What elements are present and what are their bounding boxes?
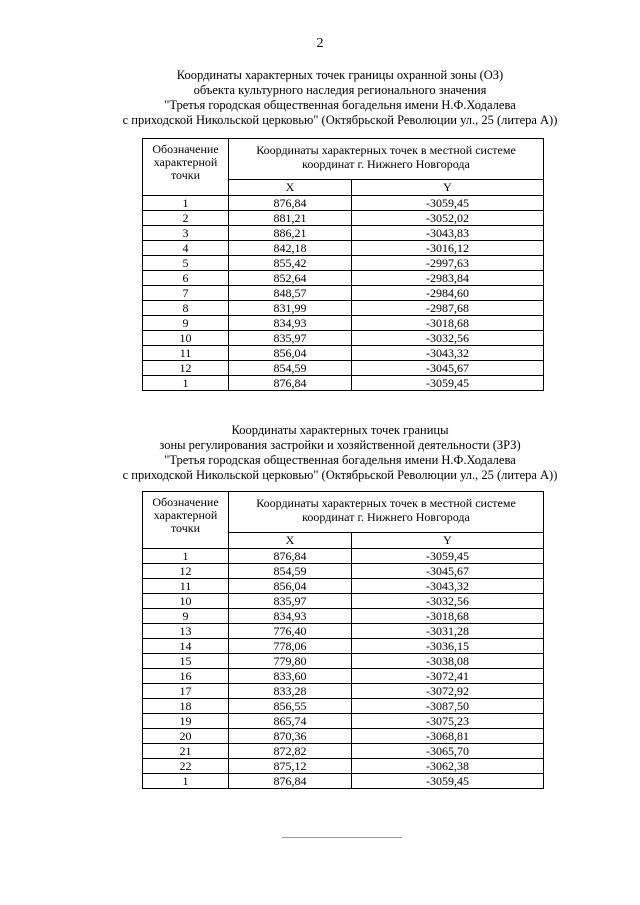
x-cell: 835,97 [229, 594, 352, 609]
coordinate-system-header: Координаты характерных точек в местной системе координат г. Нижнего Новгорода [229, 492, 544, 533]
y-cell: -3036,15 [352, 639, 544, 654]
x-cell: 881,21 [229, 211, 352, 226]
x-column-header: X [229, 180, 352, 196]
point-cell: 21 [143, 744, 229, 759]
y-cell: -3045,67 [352, 361, 544, 376]
point-cell: 14 [143, 639, 229, 654]
y-cell: -3043,32 [352, 579, 544, 594]
point-cell: 4 [143, 241, 229, 256]
table-row [143, 714, 544, 729]
x-cell: 831,99 [229, 301, 352, 316]
y-cell: -3032,56 [352, 331, 544, 346]
y-cell: -3072,41 [352, 669, 544, 684]
x-cell: 876,84 [229, 774, 352, 789]
point-cell: 12 [143, 361, 229, 376]
point-cell: 1 [143, 774, 229, 789]
x-column-header: X [229, 533, 352, 549]
point-cell: 8 [143, 301, 229, 316]
y-cell: -3018,68 [352, 316, 544, 331]
y-cell: -3043,32 [352, 346, 544, 361]
x-cell: 855,42 [229, 256, 352, 271]
point-cell: 2 [143, 211, 229, 226]
table-row [143, 699, 544, 714]
point-cell: 1 [143, 376, 229, 391]
table-row [143, 774, 544, 789]
point-cell: 19 [143, 714, 229, 729]
x-cell: 854,59 [229, 361, 352, 376]
point-cell: 10 [143, 331, 229, 346]
point-cell: 6 [143, 271, 229, 286]
zrz-table-body [143, 549, 544, 789]
coordinate-system-header: Координаты характерных точек в местной системе координат г. Нижнего Новгорода [229, 139, 544, 180]
y-cell: -2983,84 [352, 271, 544, 286]
x-cell: 876,84 [229, 549, 352, 564]
point-cell: 22 [143, 759, 229, 774]
y-cell: -2997,63 [352, 256, 544, 271]
section1-title-line: "Третья городская общественная богадельня имени Н.Ф.Ходалева [164, 98, 516, 112]
x-cell: 833,60 [229, 669, 352, 684]
x-cell: 776,40 [229, 624, 352, 639]
x-cell: 886,21 [229, 226, 352, 241]
y-cell: -2984,60 [352, 286, 544, 301]
point-cell: 7 [143, 286, 229, 301]
table-row [143, 256, 544, 271]
page-number: 2 [316, 36, 324, 51]
table-row [143, 316, 544, 331]
section2-title-line: с приходской Никольской церковью" (Октябрьской Революции ул., 25 (литера А)) [122, 468, 558, 482]
x-cell: 834,93 [229, 609, 352, 624]
x-cell: 876,84 [229, 376, 352, 391]
table-row [143, 241, 544, 256]
y-cell: -3018,68 [352, 609, 544, 624]
x-cell: 834,93 [229, 316, 352, 331]
table-row [143, 669, 544, 684]
point-cell: 9 [143, 609, 229, 624]
footer-divider [282, 837, 402, 838]
point-cell: 18 [143, 699, 229, 714]
table-row [143, 376, 544, 391]
section2-title-line: зоны регулирования застройки и хозяйственной деятельности (ЗРЗ) [159, 438, 521, 452]
table-row [143, 301, 544, 316]
table-row [143, 684, 544, 699]
x-cell: 848,57 [229, 286, 352, 301]
oz-coordinates-table [142, 138, 544, 391]
y-column-header: Y [352, 533, 544, 549]
table-row [143, 639, 544, 654]
y-cell: -3031,28 [352, 624, 544, 639]
point-cell: 11 [143, 579, 229, 594]
table-row [143, 211, 544, 226]
y-cell: -3032,56 [352, 594, 544, 609]
y-cell: -3038,08 [352, 654, 544, 669]
x-cell: 833,28 [229, 684, 352, 699]
oz-table-body [143, 196, 544, 391]
x-cell: 852,64 [229, 271, 352, 286]
point-cell: 5 [143, 256, 229, 271]
point-cell: 1 [143, 196, 229, 211]
point-cell: 1 [143, 549, 229, 564]
x-cell: 856,55 [229, 699, 352, 714]
x-cell: 778,06 [229, 639, 352, 654]
y-cell: -3075,23 [352, 714, 544, 729]
table-row [143, 564, 544, 579]
point-column-header: Обозначение характерной точки [143, 492, 229, 549]
point-cell: 16 [143, 669, 229, 684]
x-cell: 842,18 [229, 241, 352, 256]
x-cell: 856,04 [229, 346, 352, 361]
table-row [143, 226, 544, 241]
point-cell: 9 [143, 316, 229, 331]
y-cell: -3059,45 [352, 376, 544, 391]
point-cell: 13 [143, 624, 229, 639]
x-cell: 865,74 [229, 714, 352, 729]
section1-title-line: Координаты характерных точек границы охранной зоны (ОЗ) [176, 68, 504, 82]
point-cell: 12 [143, 564, 229, 579]
table-row [143, 654, 544, 669]
point-column-header: Обозначение характерной точки [143, 139, 229, 196]
table-row [143, 729, 544, 744]
y-cell: -3059,45 [352, 196, 544, 211]
x-cell: 779,80 [229, 654, 352, 669]
y-cell: -3016,12 [352, 241, 544, 256]
section1-title [70, 68, 610, 128]
table-row [143, 759, 544, 774]
point-cell: 17 [143, 684, 229, 699]
y-cell: -3043,83 [352, 226, 544, 241]
section1-title-line: объекта культурного наследия регионального значения [193, 83, 487, 97]
section2-title-line: Координаты характерных точек границы [231, 423, 449, 437]
table-row [143, 594, 544, 609]
section1-title-line: с приходской Никольской церковью" (Октябрьской Революции ул., 25 (литера А)) [122, 113, 558, 127]
table-row [143, 609, 544, 624]
y-cell: -3072,92 [352, 684, 544, 699]
table-row [143, 361, 544, 376]
point-cell: 15 [143, 654, 229, 669]
point-cell: 3 [143, 226, 229, 241]
zrz-coordinates-table [142, 491, 544, 789]
table-row [143, 271, 544, 286]
y-cell: -3059,45 [352, 774, 544, 789]
x-cell: 835,97 [229, 331, 352, 346]
x-cell: 876,84 [229, 196, 352, 211]
table-row [143, 196, 544, 211]
table-row [143, 549, 544, 564]
table-row [143, 624, 544, 639]
y-cell: -3045,67 [352, 564, 544, 579]
x-cell: 872,82 [229, 744, 352, 759]
point-cell: 20 [143, 729, 229, 744]
y-cell: -3087,50 [352, 699, 544, 714]
point-cell: 11 [143, 346, 229, 361]
table-row [143, 286, 544, 301]
section2-title-line: "Третья городская общественная богадельня имени Н.Ф.Ходалева [164, 453, 516, 467]
y-cell: -3068,81 [352, 729, 544, 744]
y-cell: -3065,70 [352, 744, 544, 759]
x-cell: 870,36 [229, 729, 352, 744]
table-row [143, 579, 544, 594]
y-column-header: Y [352, 180, 544, 196]
x-cell: 854,59 [229, 564, 352, 579]
y-cell: -3059,45 [352, 549, 544, 564]
y-cell: -3052,02 [352, 211, 544, 226]
x-cell: 856,04 [229, 579, 352, 594]
point-cell: 10 [143, 594, 229, 609]
table-row [143, 346, 544, 361]
x-cell: 875,12 [229, 759, 352, 774]
table-row [143, 331, 544, 346]
table-row [143, 744, 544, 759]
section2-title [70, 423, 610, 483]
y-cell: -2987,68 [352, 301, 544, 316]
y-cell: -3062,38 [352, 759, 544, 774]
